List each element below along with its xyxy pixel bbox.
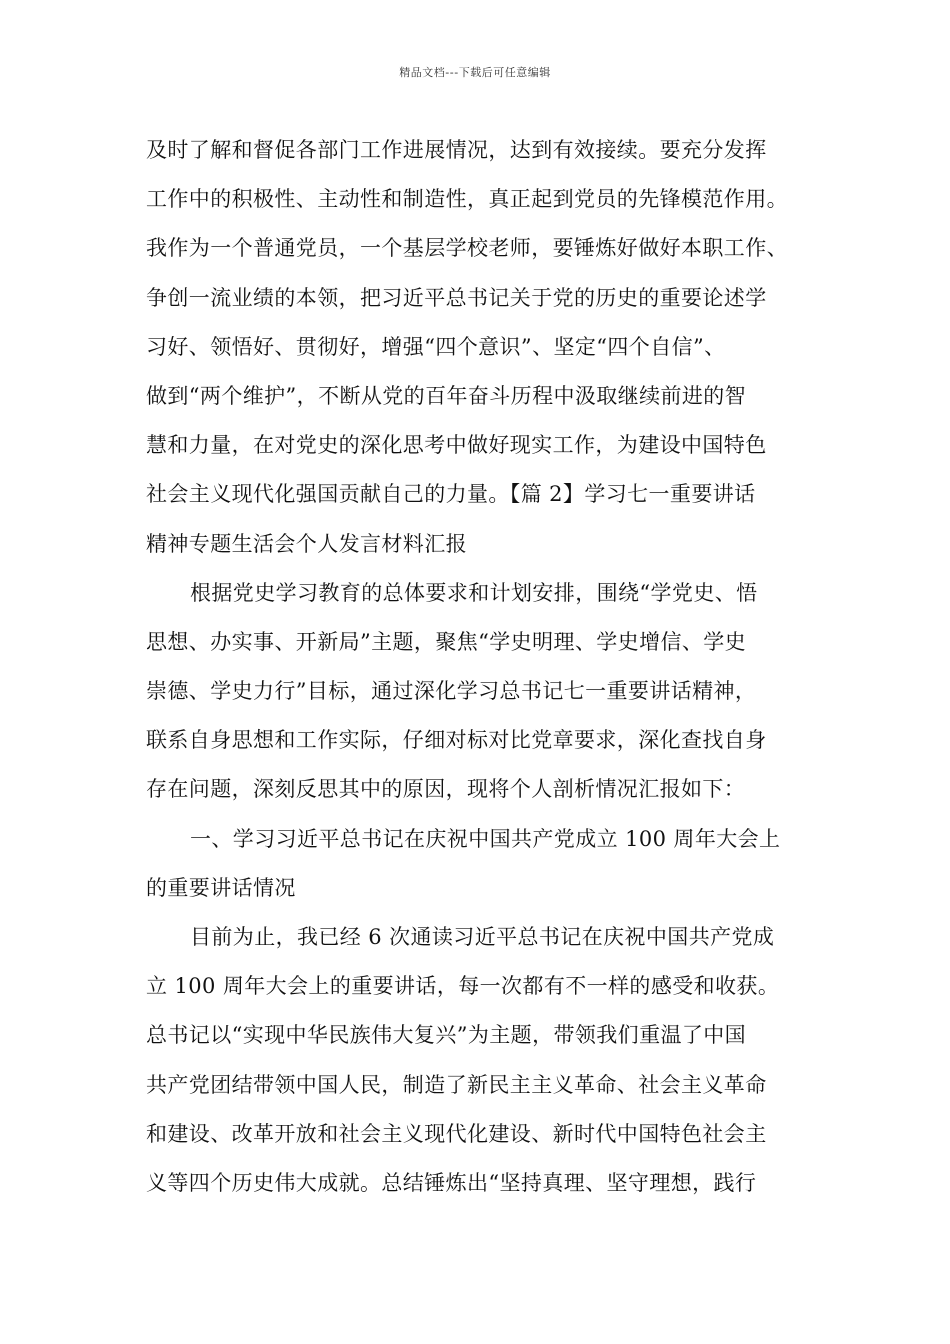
text-line: 崇德、学史力行”目标，通过深化学习总书记七一重要讲话精神， — [146, 679, 757, 704]
document-body — [146, 126, 836, 1208]
text-line: 社会主义现代化强国贡献自己的力量。【篇 2】学习七一重要讲话 — [146, 482, 756, 507]
text-line: 思想、办实事、开新局”主题，聚焦“学史明理、学史增信、学史 — [146, 629, 747, 654]
text-line: 精神专题生活会个人发言材料汇报 — [146, 531, 467, 556]
text-line: 联系自身思想和工作实际，仔细对标对比党章要求，深化查找自身 — [146, 728, 767, 753]
text-line: 我作为一个普通党员，一个基层学校老师，要锤炼好做好本职工作、 — [146, 236, 788, 261]
page-header: 精品文档---下载后可任意编辑 — [399, 66, 551, 79]
text-line: 立 100 周年大会上的重要讲话，每一次都有不一样的感受和收获。 — [146, 974, 780, 999]
text-line: 工作中的积极性、主动性和制造性，真正起到党员的先锋模范作用。 — [146, 187, 788, 212]
text-line: 共产党团结带领中国人民，制造了新民主主义革命、社会主义革命 — [146, 1072, 767, 1097]
text-line: 和建设、改革开放和社会主义现代化建设、新时代中国特色社会主 — [146, 1121, 767, 1146]
paragraph-start-line: 目前为止，我已经 6 次通读习近平总书记在庆祝中国共产党成 — [190, 925, 775, 949]
section-heading-line: 一、学习习近平总书记在庆祝中国共产党成立 100 周年大会上 — [190, 826, 781, 851]
text-line: 慧和力量，在对党史的深化思考中做好现实工作，为建设中国特色 — [146, 433, 767, 458]
paragraph-start-line: 根据党史学习教育的总体要求和计划安排，围绕“学党史、悟 — [190, 580, 758, 605]
text-line: 及时了解和督促各部门工作进展情况，达到有效接续。要充分发挥 — [146, 138, 767, 162]
section-heading-line: 的重要讲话情况 — [146, 875, 296, 900]
text-line: 做到“两个维护”，不断从党的百年奋斗历程中汲取继续前进的智 — [146, 383, 747, 408]
text-line: 习好、领悟好、贯彻好，增强“四个意识”、坚定“四个自信”、 — [146, 334, 726, 359]
text-line: 义等四个历史伟大成就。总结锤炼出“坚持真理、坚守理想，践行 — [146, 1170, 757, 1195]
text-line: 争创一流业绩的本领，把习近平总书记关于党的历史的重要论述学 — [146, 285, 767, 310]
text-line: 总书记以“实现中华民族伟大复兴”为主题，带领我们重温了中国 — [146, 1023, 747, 1048]
text-line: 存在问题，深刻反思其中的原因，现将个人剖析情况汇报如下： — [146, 777, 746, 802]
